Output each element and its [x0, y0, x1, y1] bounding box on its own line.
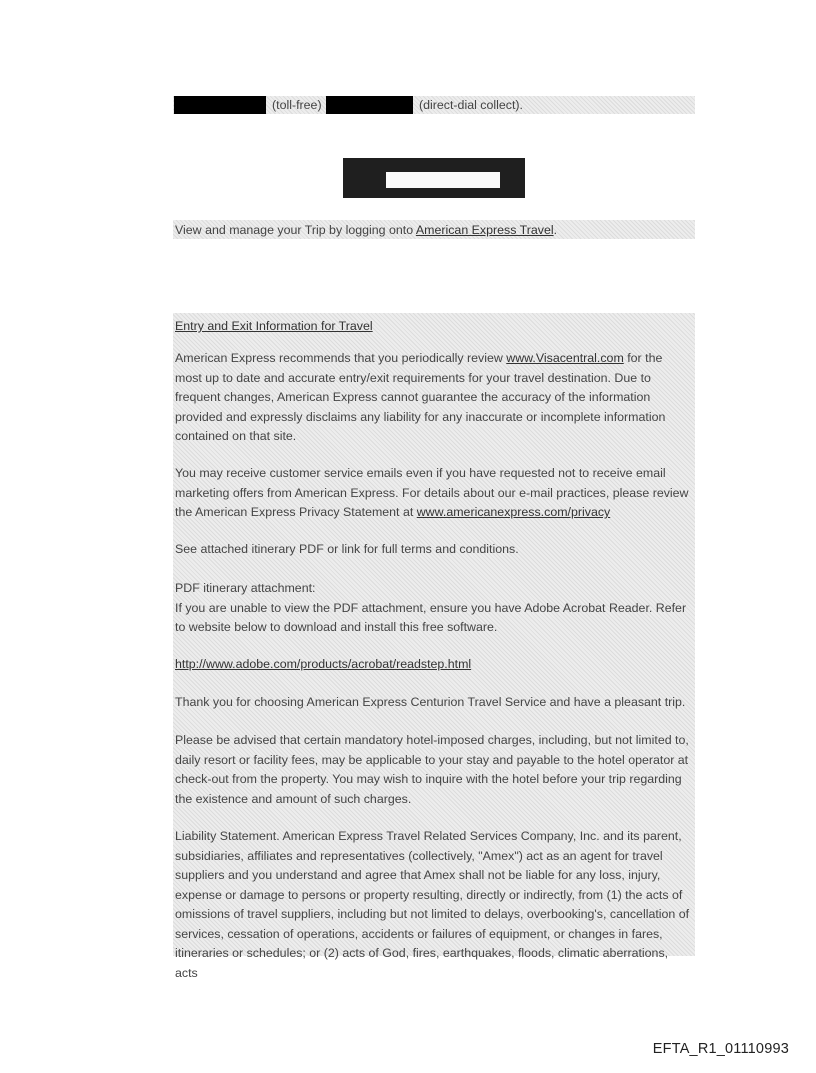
toll-free-label: (toll-free): [272, 98, 322, 112]
email-privacy-paragraph: [175, 464, 691, 523]
liability-paragraph: Liability Statement. American Express Travel Related Services Company, Inc. and its parent, subsidiaries, affiliates and representatives (collectively, "Amex") act as an agent for travel suppliers and you understand and agree that Amex shall not be liable for any loss, injury, expense or damage to persons or property resulting, directly or indirectly, from (1) the acts of omissions of travel suppliers, including but not limited to delays, overbooking's, cancellation of services, cessation of operations, accidents or failures of equipment, or changes in fares, itineraries or schedules; or (2) acts of God, fires, earthquakes, floods, climatic aberrations, acts: [175, 829, 690, 980]
redacted-logo-block: [343, 158, 525, 198]
view-trip-line: [173, 220, 695, 239]
adobe-link-paragraph: [175, 655, 691, 675]
view-trip-text: [175, 223, 557, 237]
privacy-link[interactable]: www.americanexpress.com/privacy: [416, 505, 611, 519]
pdf-attachment-label: PDF itinerary attachment:: [175, 581, 316, 595]
redacted-logo-inner: [386, 172, 500, 188]
thank-you-paragraph: Thank you for choosing American Express Centurion Travel Service and have a pleasant trip.: [175, 695, 686, 709]
p1-after: for the most up to date and accurate entry/exit requirements for your travel destination. Due to frequent changes, American Express cannot guarantee the accuracy of the information provided and expressly disclaims any liability for any inaccurate or incomplete information contained on that site.: [175, 351, 666, 443]
hotel-charges-paragraph: Please be advised that certain mandatory hotel-imposed charges, including, but not limited to, daily resort or facility fees, may be applicable to your stay and payable to the hotel operator at check-out from the property. You may wish to inquire with the hotel before your trip regarding the existence and amount of such charges.: [175, 733, 689, 806]
redacted-phone-toll-free: [174, 96, 266, 114]
visacentral-paragraph: [175, 349, 691, 447]
p2-before: You may receive customer service emails even if you have requested not to receive email marketing offers from American Express. For details about our e-mail practices, please review the American Express Privacy Statement at: [175, 466, 689, 519]
visacentral-link[interactable]: www.Visacentral.com: [506, 351, 624, 365]
contact-line: [173, 96, 695, 114]
terms-paragraph: See attached itinerary PDF or link for full terms and conditions.: [175, 542, 519, 556]
document-id: EFTA_R1_01110993: [652, 1041, 789, 1057]
american-express-travel-link[interactable]: American Express Travel: [415, 223, 554, 237]
pdf-attachment-instructions: If you are unable to view the PDF attachment, ensure you have Adobe Acrobat Reader. Refer to website below to download and install this free software.: [175, 600, 687, 634]
view-trip-suffix: .: [553, 223, 558, 237]
redacted-phone-direct-dial: [326, 96, 413, 114]
entry-exit-heading-text: Entry and Exit Information for Travel: [175, 319, 373, 333]
view-trip-prefix: View and manage your Trip by logging onto: [175, 223, 416, 237]
pdf-attachment-paragraph: [175, 579, 691, 638]
direct-dial-label: (direct-dial collect).: [419, 98, 523, 112]
adobe-reader-link[interactable]: http://www.adobe.com/products/acrobat/readstep.html: [175, 657, 472, 671]
terms-block: [173, 313, 695, 980]
entry-exit-heading: [175, 317, 691, 337]
p1-before: American Express recommends that you periodically review: [175, 351, 507, 365]
